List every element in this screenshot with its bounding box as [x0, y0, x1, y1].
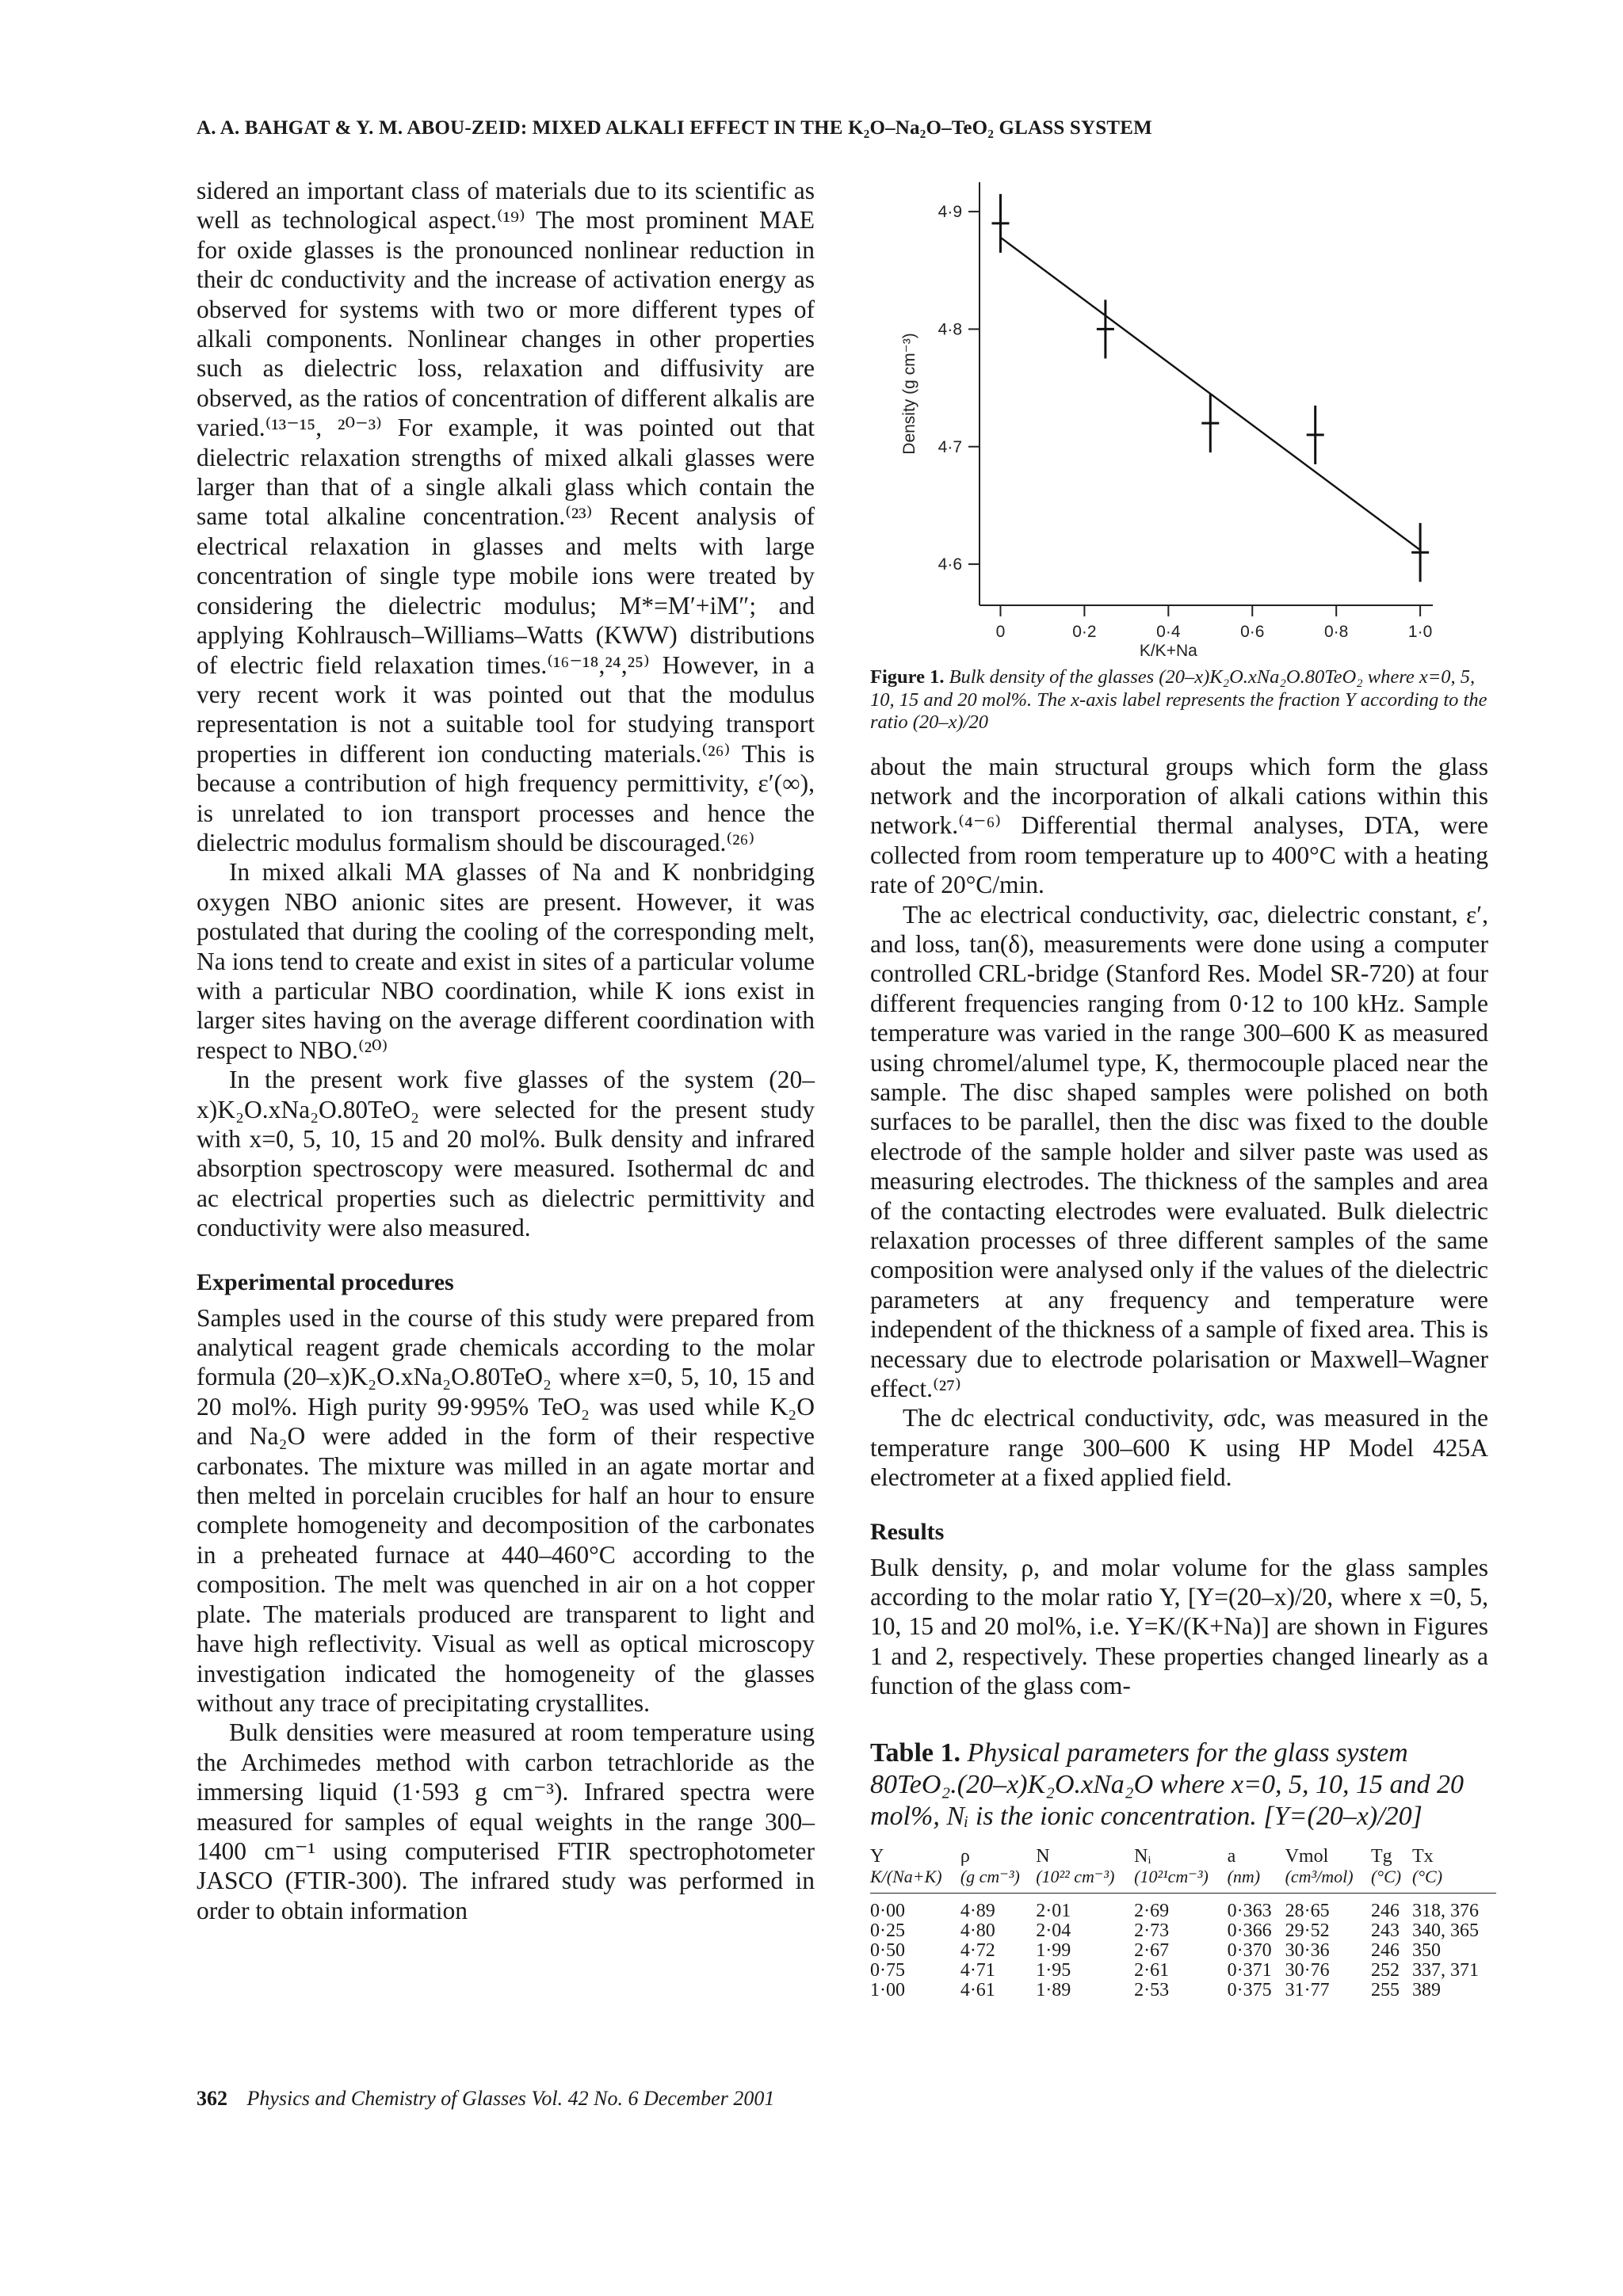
chart-point — [1307, 406, 1324, 464]
table-cell: 2·67 — [1134, 1939, 1170, 1961]
page-number: 362 — [197, 2087, 227, 2110]
table-cell: 252 — [1370, 1959, 1400, 1981]
table-cell: 389 — [1411, 1979, 1441, 2000]
table-header-row — [870, 1847, 1496, 1867]
table-unit-cell: K/(Na+K) — [870, 1867, 960, 1894]
table-header-cell: Nᵢ — [1134, 1845, 1151, 1867]
chart-point — [991, 194, 1009, 253]
table-cell: 318, 376 — [1411, 1900, 1479, 1921]
figure-1-caption — [870, 666, 1488, 734]
table-unit-cell: (°C) — [1412, 1867, 1496, 1894]
chart-x-axis-label: K/K+Na — [1139, 642, 1197, 660]
table-cell: 4·61 — [960, 1979, 995, 2000]
table-cell: 337, 371 — [1411, 1959, 1479, 1981]
table-cell: 255 — [1370, 1979, 1400, 2000]
left-paragraph-1: sidered an important class of materials due to its scientific as well as technological aspect.⁽¹⁹⁾ The most prominent MAE for oxide glasses is the pronounced nonlinear reduction in their dc conductivity and the increase of activation energy as observed for systems with two or more different types of alkali components. Nonlinear changes in other properties such as dielectric loss, relaxation and diffusivity are observed, as the ratios of concentration of different alkalis are varied.⁽¹³⁻¹⁵, ²⁰⁻³⁾ For example, it was pointed out that dielectric relaxation strengths of mixed alkali glasses were larger than that of a single alkali glass which contain the same total alkaline concentration.⁽²³⁾ Recent analysis of electrical relaxation in glasses and melts with large concentration of single type mobile ions were treated by considering the dielectric modulus; M*=M′+iM″; and applying Kohlrausch–Williams–Watts (KWW) distributions of electric field relaxation times.⁽¹⁶⁻¹⁸,²⁴,²⁵⁾ However, in a very recent work it was pointed out that the modulus representation is not a suitable tool for studying transport properties in different ion conducting materials.⁽²⁶⁾ This is because a contribution of high frequency permittivity, ε′(∞), is unrelated to ion transport processes and hence the dielectric modulus formalism should be discouraged.⁽²⁶⁾ — [197, 177, 815, 856]
table-cell: 2·73 — [1134, 1920, 1170, 1941]
table-cell: 2·53 — [1134, 1979, 1170, 2000]
right-column — [870, 176, 1488, 2000]
chart-axes — [980, 182, 1433, 605]
table-cell: 340, 365 — [1411, 1920, 1479, 1941]
table-cell: 29·52 — [1285, 1920, 1330, 1941]
table-cell: 0·371 — [1227, 1959, 1272, 1981]
chart-ticks — [938, 203, 1433, 641]
chart-y-tick-label: 4·8 — [938, 320, 962, 339]
left-paragraph-5: Bulk densities were measured at room temperature using the Archimedes method with carbon tetrachloride as the immersing liquid (1·593 g cm⁻³). Infrared spectra were measured for samples of equal weights in the range 300–1400 cm⁻¹ using computerised FTIR spectrophotometer JASCO (FTIR-300). The infrared study was performed in order to obtain information — [197, 1718, 815, 1924]
chart-x-tick-label: 0 — [995, 623, 1006, 641]
left-column — [197, 176, 815, 1925]
table-unit-cell: (10²¹cm⁻³) — [1134, 1867, 1227, 1894]
table-cell: 243 — [1370, 1920, 1400, 1941]
table-cell: 1·99 — [1036, 1939, 1071, 1961]
running-head: A. A. BAHGAT & Y. M. ABOU-ZEID: MIXED ALKALI EFFECT IN THE K₂O–Na₂O–TeO₂ GLASS SYSTEM — [197, 117, 1152, 139]
table-cell: 0·25 — [870, 1920, 905, 1941]
left-paragraph-3: In the present work five glasses of the system (20–x)K₂O.xNa₂O.80TeO₂ were selected for the present study with x=0, 5, 10, 15 and 20 mol%. Bulk density and infrared absorption spectroscopy were measured. Isothermal dc and ac electrical properties such as dielectric permittivity and conductivity were also measured. — [197, 1066, 815, 1242]
table-cell: 0·366 — [1227, 1920, 1272, 1941]
table-cell: 0·00 — [870, 1900, 905, 1921]
table-row — [870, 1981, 1496, 2000]
table-units-row — [870, 1867, 1496, 1894]
chart-x-tick-label: 0·4 — [1156, 623, 1181, 641]
table-unit-cell: (nm) — [1228, 1867, 1285, 1894]
chart-point — [1411, 523, 1429, 582]
table-cell: 0·75 — [870, 1959, 905, 1981]
table-cell: 0·375 — [1227, 1979, 1272, 2000]
section-heading-experimental: Experimental procedures — [197, 1268, 454, 1295]
journal-citation: Physics and Chemistry of Glasses Vol. 42 No. 6 December 2001 — [246, 2087, 775, 2110]
left-paragraph-2: In mixed alkali MA glasses of Na and K nonbridging oxygen NBO anionic sites are present. However, it was postulated that during the cooling of the corresponding melt, Na ions tend to create and exist in sites of a particular volume with a particular NBO coordination, while K ions exist in larger sites having on the average different coordination with respect to NBO.⁽²⁰⁾ — [197, 858, 815, 1064]
table-cell: 246 — [1370, 1900, 1400, 1921]
right-paragraph-1: about the main structural groups which form the glass network and the incorporation of alkali cations within this network.⁽⁴⁻⁶⁾ Differential thermal analyses, DTA, were collected from room temperature up to 400°C with a heating rate of 20°C/min. — [870, 752, 1488, 899]
chart-y-axis-label: Density (g cm⁻³) — [900, 333, 918, 455]
table-cell: 30·36 — [1285, 1939, 1330, 1961]
table-cell: 2·69 — [1134, 1900, 1170, 1921]
page-footer — [197, 2087, 774, 2111]
right-paragraph-4: Bulk density, ρ, and molar volume for the glass samples according to the molar ratio Y, [Y=(20–x)/20, where x =0, 5, 10, 15 and 20 mol%, i.e. Y=K/(K+Na)] are shown in Figures 1 and 2, respectively. These properties changed linearly as a function of the glass com- — [870, 1553, 1488, 1700]
table-cell: 350 — [1411, 1939, 1441, 1961]
table-cell: 31·77 — [1285, 1979, 1330, 2000]
table-cell: 4·71 — [960, 1959, 995, 1981]
figure-1-caption-text: Bulk density of the glasses (20–x)K₂O.xNa₂O.80TeO₂ where x=0, 5, 10, 15 and 20 mol%. The x-axis label represents the fraction Y according to the ratio (20–x)/20 — [870, 666, 1487, 733]
table-cell: 4·72 — [960, 1939, 995, 1961]
table-header-cell: Tx — [1411, 1845, 1434, 1867]
table-cell: 246 — [1370, 1939, 1400, 1961]
left-paragraph-4: Samples used in the course of this study were prepared from analytical reagent grade chemicals according to the molar formula (20–x)K₂O.xNa₂O.80TeO₂ where x=0, 5, 10, 15 and 20 mol%. High purity 99·995% TeO₂ was used while K₂O and Na₂O were added in the form of their respective carbonates. The mixture was milled in an agate mortar and then melted in porcelain crucibles for half an hour to ensure complete homogeneity and decomposition of the carbonates in a preheated furnace at 440–460°C according to the composition. The melt was quenched in air on a hot copper plate. The materials produced are transparent to light and have high reflectivity. Visual as well as optical microscopy investigation indicated the homogeneity of the glasses without any trace of precipitating crystallites. — [197, 1303, 815, 1717]
density-chart — [870, 176, 1488, 663]
chart-y-tick-label: 4·7 — [938, 437, 962, 456]
table-cell: 28·65 — [1285, 1900, 1330, 1921]
table-cell: 2·04 — [1036, 1920, 1071, 1941]
table-row — [870, 1941, 1496, 1961]
chart-point — [1097, 299, 1114, 358]
table-unit-cell: (10²² cm⁻³) — [1036, 1867, 1134, 1894]
table-header-cell: Tg — [1370, 1845, 1392, 1867]
table-cell: 0·363 — [1227, 1900, 1272, 1921]
table-cell: 0·370 — [1227, 1939, 1272, 1961]
table-1 — [870, 1847, 1496, 2000]
table-cell: 2·61 — [1134, 1959, 1170, 1981]
table-header-cell: a — [1227, 1845, 1236, 1867]
right-paragraph-3: The dc electrical conductivity, σdc, was measured in the temperature range 300–600 K using HP Model 425A electrometer at a fixed applied field. — [870, 1404, 1488, 1492]
table-row — [870, 1921, 1496, 1941]
chart-x-tick-label: 0·6 — [1240, 623, 1265, 641]
table-1-title — [870, 1737, 1488, 1833]
chart-y-tick-label: 4·6 — [938, 555, 962, 574]
table-row — [870, 1893, 1496, 1921]
right-paragraph-2: The ac electrical conductivity, σac, dielectric constant, ε′, and loss, tan(δ), measurements were done using a computer controlled CRL-bridge (Stanford Res. Model SR-720) at four different frequencies ranging from 0·12 to 100 kHz. Sample temperature was varied in the range 300–600 K as measured using chromel/alumel type, K, thermocouple placed near the sample. The disc shaped samples were polished on both surfaces to be parallel, then the disc was fixed to the double electrode of the sample holder and silver paste was used as measuring electrodes. The thickness of the samples and area of the contacting electrodes were evaluated. Bulk dielectric relaxation processes of three different samples of the same composition were analysed only if the values of the dielectric parameters at any frequency and temperature were independent of the thickness of a sample of fixed area. This is necessary due to electrode polarisation or Maxwell–Wagner effect.⁽²⁷⁾ — [870, 900, 1488, 1403]
chart-point — [1201, 394, 1219, 452]
table-header-cell: Vmol — [1285, 1845, 1329, 1867]
table-header-cell: Y — [870, 1845, 884, 1867]
table-cell: 0·50 — [870, 1939, 905, 1961]
chart-y-tick-label: 4·9 — [938, 203, 962, 222]
table-cell: 1·89 — [1036, 1979, 1071, 2000]
table-unit-cell: (g cm⁻³) — [960, 1867, 1036, 1894]
table-cell: 30·76 — [1285, 1959, 1330, 1981]
figure-1 — [870, 176, 1488, 663]
table-cell: 2·01 — [1036, 1900, 1071, 1921]
chart-x-tick-label: 1·0 — [1407, 623, 1433, 641]
table-unit-cell: (°C) — [1371, 1867, 1412, 1894]
table-cell: 1·95 — [1036, 1959, 1071, 1981]
table-header-cell: ρ — [960, 1845, 970, 1867]
table-cell: 4·80 — [960, 1920, 995, 1941]
figure-1-label: Figure 1. — [870, 666, 945, 688]
chart-points — [991, 194, 1429, 582]
table-unit-cell: (cm³/mol) — [1285, 1867, 1371, 1894]
table-1-title-text: Physical parameters for the glass system 80TeO₂.(20–x)K₂O.xNa₂O where x=0, 5, 10, 15 and 20 mol%, Nᵢ is the ionic concentration. [Y=(20–x)/20] — [870, 1737, 1465, 1831]
table-1-label: Table 1. — [870, 1737, 961, 1768]
table-cell: 4·89 — [960, 1900, 995, 1921]
chart-x-tick-label: 0·2 — [1072, 623, 1097, 641]
table-cell: 1·00 — [870, 1979, 905, 2000]
table-header-cell: N — [1036, 1845, 1050, 1867]
section-heading-results: Results — [870, 1518, 945, 1545]
chart-x-tick-label: 0·8 — [1324, 623, 1349, 641]
table-row — [870, 1961, 1496, 1981]
